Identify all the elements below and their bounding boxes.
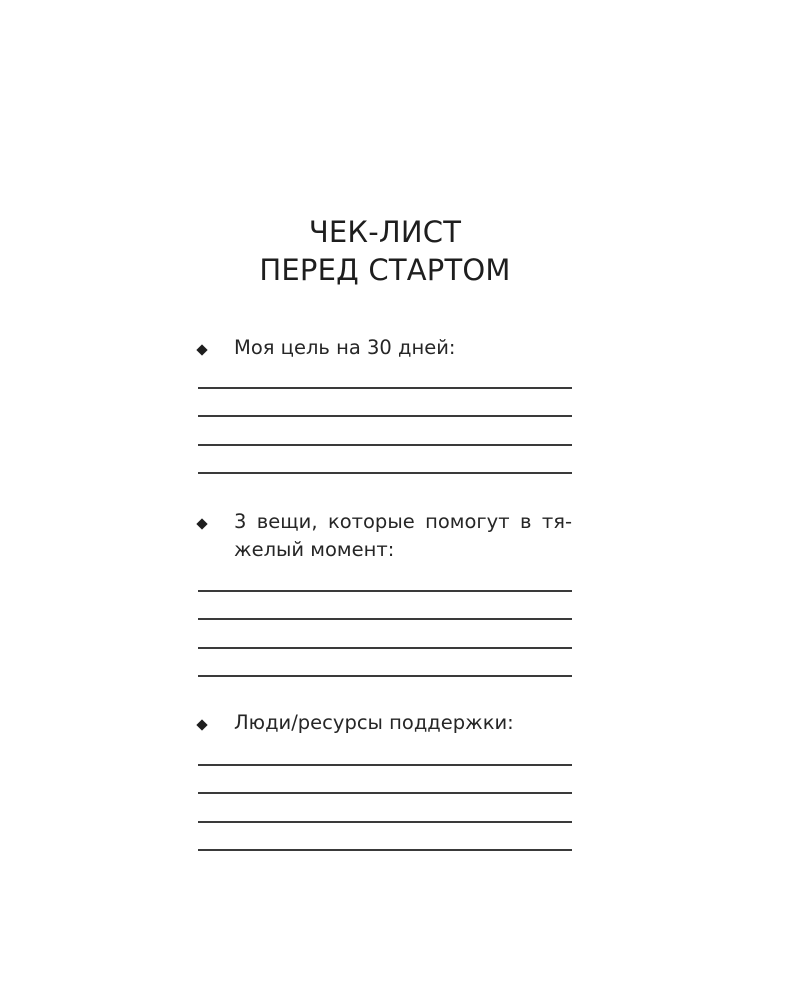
- answer-line-3[interactable]: [198, 444, 572, 446]
- answer-line-2[interactable]: [198, 792, 572, 794]
- checklist-item-heading: [198, 334, 572, 362]
- diamond-bullet-icon: [196, 719, 207, 730]
- answer-line-4[interactable]: [198, 675, 572, 677]
- title-line-1: ЧЕК-ЛИСТ: [308, 215, 462, 249]
- page-title: [0, 213, 770, 289]
- answer-line-3[interactable]: [198, 821, 572, 823]
- answer-line-1[interactable]: [198, 590, 572, 592]
- checklist-item-label-line-1: 3 вещи, которые помогут в тя-: [234, 510, 572, 533]
- diamond-bullet-icon: [196, 344, 207, 355]
- checklist-item-goal: [198, 334, 572, 362]
- diamond-bullet-icon: [196, 518, 207, 529]
- checklist-item-label: Моя цель на 30 дней:: [234, 336, 456, 359]
- answer-line-2[interactable]: [198, 618, 572, 620]
- checklist-item-label: Люди/ресурсы поддержки:: [234, 711, 514, 734]
- answer-line-1[interactable]: [198, 387, 572, 389]
- checklist-item-support: [198, 709, 572, 737]
- checklist-item-heading: [198, 508, 572, 564]
- checklist-item-label-line-2: желый момент:: [234, 538, 395, 561]
- answer-line-3[interactable]: [198, 647, 572, 649]
- title-line-2: ПЕРЕД СТАРТОМ: [259, 253, 511, 287]
- checklist-item-helpers: [198, 508, 572, 564]
- checklist-item-heading: [198, 709, 572, 737]
- answer-line-2[interactable]: [198, 415, 572, 417]
- answer-line-4[interactable]: [198, 472, 572, 474]
- answer-line-4[interactable]: [198, 849, 572, 851]
- answer-line-1[interactable]: [198, 764, 572, 766]
